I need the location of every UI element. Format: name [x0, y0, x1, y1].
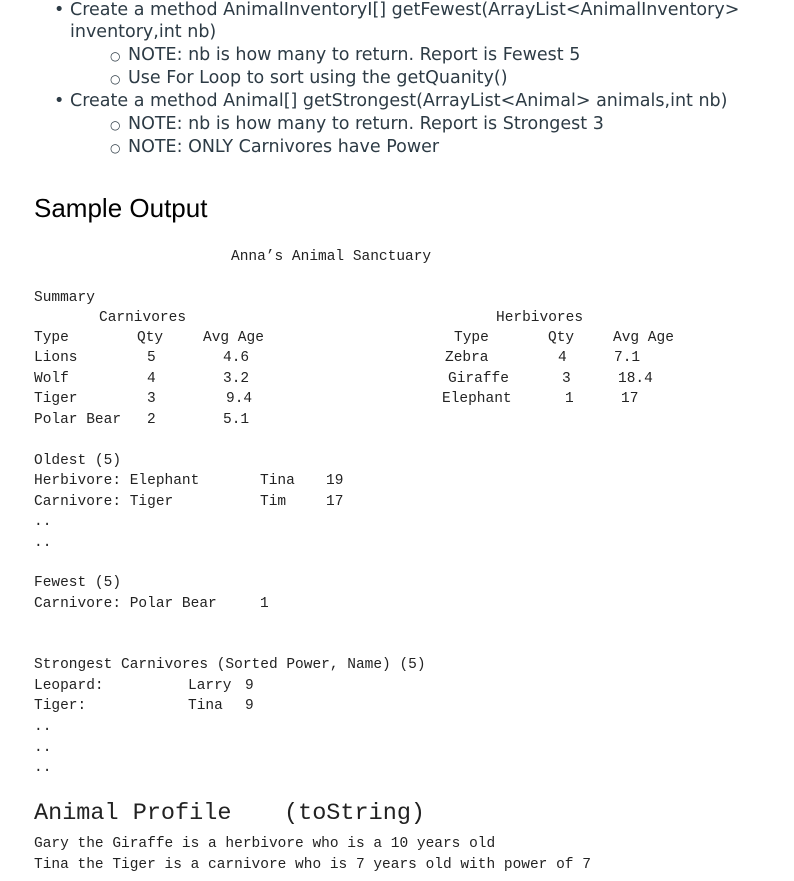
bullet-dot: •	[54, 91, 65, 111]
circle-bullet-icon: ○	[110, 72, 121, 86]
carn-row-type: Wolf	[34, 371, 69, 387]
bullet-text-continued: inventory,int nb)	[70, 22, 217, 42]
oldest-row-kind: Carnivore: Tiger	[34, 494, 174, 510]
bullet-dot: •	[54, 0, 65, 20]
ellipsis: ..	[34, 719, 52, 735]
carn-col-type: Type	[34, 330, 69, 346]
strongest-row-name: Larry	[188, 678, 232, 694]
carn-col-avg-age: Avg Age	[203, 330, 264, 346]
bullet-text: Create a method Animal[] getStrongest(ArrayList<Animal> animals,int nb)	[70, 91, 728, 111]
carn-row-avg: 9.4	[226, 391, 253, 407]
fewest-row-qty: 1	[260, 596, 269, 612]
profile-line: Gary the Giraffe is a herbivore who is a 10 years old	[34, 836, 496, 852]
circle-bullet-icon: ○	[110, 49, 121, 63]
herb-col-type: Type	[454, 330, 489, 346]
subbullet-text: NOTE: nb is how many to return. Report is Fewest 5	[128, 45, 581, 65]
ellipsis: ..	[34, 535, 52, 551]
herb-col-qty: Qty	[548, 330, 575, 346]
herb-row-avg: 17	[621, 391, 639, 407]
carn-row-avg: 3.2	[223, 371, 250, 387]
herb-row-qty: 4	[558, 350, 567, 366]
herb-row-avg: 18.4	[618, 371, 653, 387]
profile-line: Tina the Tiger is a carnivore who is 7 years old with power of 7	[34, 857, 591, 873]
oldest-row-age: 19	[326, 473, 344, 489]
fewest-label: Fewest (5)	[34, 575, 122, 591]
profile-subtitle: (toString)	[284, 800, 426, 827]
strongest-row-type: Leopard:	[34, 678, 104, 694]
circle-bullet-icon: ○	[110, 118, 121, 132]
strongest-row-name: Tina	[188, 698, 223, 714]
carn-row-qty: 2	[147, 412, 156, 428]
oldest-row-name: Tina	[260, 473, 295, 489]
oldest-row-name: Tim	[260, 494, 287, 510]
carnivores-heading: Carnivores	[99, 310, 187, 326]
herb-row-qty: 3	[562, 371, 571, 387]
profile-title: Animal Profile	[34, 800, 232, 827]
herb-row-type: Zebra	[445, 350, 489, 366]
herbivores-heading: Herbivores	[496, 310, 584, 326]
herb-row-qty: 1	[565, 391, 574, 407]
carn-row-type: Lions	[34, 350, 78, 366]
herb-row-avg: 7.1	[614, 350, 641, 366]
carn-col-qty: Qty	[137, 330, 164, 346]
strongest-row-power: 9	[245, 678, 254, 694]
oldest-row-kind: Herbivore: Elephant	[34, 473, 200, 489]
subbullet-text: NOTE: ONLY Carnivores have Power	[128, 137, 440, 157]
bullet-text: Create a method AnimalInventoryI[] getFewest(ArrayList<AnimalInventory>	[70, 0, 740, 20]
carn-row-qty: 4	[147, 371, 156, 387]
summary-label: Summary	[34, 290, 95, 306]
oldest-label: Oldest (5)	[34, 453, 122, 469]
subbullet-text: NOTE: nb is how many to return. Report is Strongest 3	[128, 114, 604, 134]
oldest-row-age: 17	[326, 494, 344, 510]
subbullet-text: Use For Loop to sort using the getQuanity()	[128, 68, 508, 88]
herb-row-type: Elephant	[442, 391, 512, 407]
carn-row-type: Tiger	[34, 391, 78, 407]
strongest-row-power: 9	[245, 698, 254, 714]
carn-row-avg: 5.1	[223, 412, 250, 428]
ellipsis: ..	[34, 760, 52, 776]
herb-row-type: Giraffe	[448, 371, 509, 387]
fewest-row-kind: Carnivore: Polar Bear	[34, 596, 217, 612]
circle-bullet-icon: ○	[110, 141, 121, 155]
section-heading: Sample Output	[34, 193, 208, 223]
strongest-label: Strongest Carnivores (Sorted Power, Name) (5)	[34, 657, 426, 673]
ellipsis: ..	[34, 740, 52, 756]
report-title: Anna’s Animal Sanctuary	[231, 249, 432, 265]
herb-col-avg-age: Avg Age	[613, 330, 674, 346]
ellipsis: ..	[34, 514, 52, 530]
carn-row-type: Polar Bear	[34, 412, 122, 428]
carn-row-avg: 4.6	[223, 350, 250, 366]
carn-row-qty: 5	[147, 350, 156, 366]
strongest-row-type: Tiger:	[34, 698, 87, 714]
carn-row-qty: 3	[147, 391, 156, 407]
